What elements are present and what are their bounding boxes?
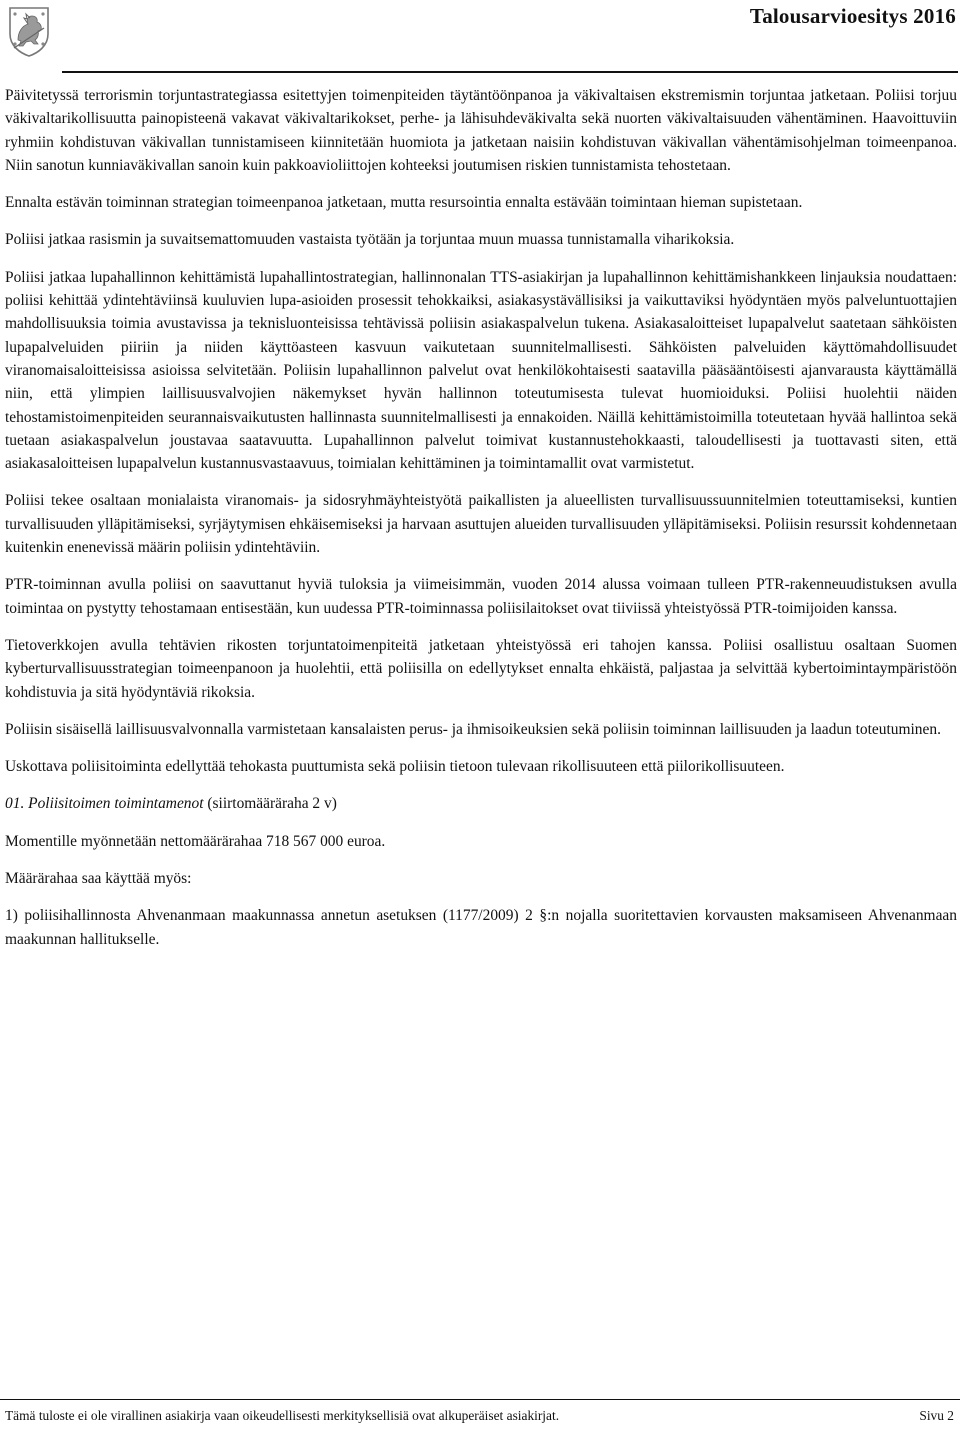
section-title: Poliisitoimen toimintamenot [28, 795, 204, 813]
paragraph: Päivitetyssä terrorismin torjuntastrategiassa esitettyjen toimenpiteiden täytäntöönpanoa ja väkivaltaisen ekstremismin torjuntaa jatketaan. Poliisi torjuu väkivaltarikollisuutta painopisteenä vakavat väkivaltarikokset, perhe- ja lähisuhdeväkivalta sekä nuorten väkivaltaisuuden vähentäminen. Haavoittuviin ryhmiin kohdistuvan väkivallan tunnistamiseen kiinnitetään huomiota ja jatketaan naisiin kohdistuvan väkivallan vähentämisohjelman toimeenpanoa. Niin sanotun kunniaväkivallan sanoin kuin pakkoavioliittojen kohteeksi joutumisen riskien tunnistamista tehostetaan. [5, 87, 957, 174]
document-title: Talousarvioesitys 2016 [749, 4, 956, 28]
header-divider [62, 71, 958, 73]
section-number: 01. [5, 795, 25, 813]
page-header [0, 0, 960, 74]
footer-divider [0, 1399, 960, 1400]
section-suffix: (siirtomääräraha 2 v) [207, 795, 337, 813]
document-body [5, 84, 957, 965]
footer-disclaimer: Tämä tuloste ei ole virallinen asiakirja vaan oikeudellisesti merkityksellisiä ovat alkuperäiset asiakirjat. [5, 1408, 560, 1423]
paragraph: PTR-toiminnan avulla poliisi on saavuttanut hyviä tuloksia ja viimeisimmän, vuoden 2014 alussa voimaan tulleen PTR-rakenneuudistuksen avulla toimintaa on pystytty tehostamaan entisestään, kun uudessa PTR-toiminnassa poliisilaitokset ovat tiiviissä yhteistyössä PTR-toimijoiden kanssa. [5, 576, 957, 617]
page-number: Sivu 2 [919, 1408, 954, 1423]
paragraph: Tietoverkkojen avulla tehtävien rikosten torjuntatoimenpiteitä jatketaan yhteistyössä eri tahojen kanssa. Poliisi osallistuu osaltaan Suomen kyberturvallisuusstrategian toimeenpanoon ja huolehtii, että poliisilla on edellytykset ennalta ehkäistä, paljastaa ja selvittää kybertoimintaympäristöön kohdistuvia ja sitä hyödyntäviä rikoksia. [5, 636, 957, 701]
paragraph: Poliisi jatkaa lupahallinnon kehittämistä lupahallintostrategian, hallinnonalan TTS-asiakirjan ja lupahallinnon kehittämishankkeen linjauksia noudattaen: poliisi kehittää ydintehtäviinsä kuuluvien lupa-asioiden prosessit tehokkaiksi, asiakasystävällisiksi ja vaikuttaviksi hyödyntäen myös palveluntuottajien mahdollisuuksia toimia avustavissa ja teknisluonteisissa tehtävissä poliisin asiakaspalvelun tukena. Asiakasaloitteiset lupapalvelut saatetaan sähköisten lupapalveluiden piiriin ja niiden käyttöasteen kasvuun vaikutetaan suunnitelmallisesti. Sähköisten palveluiden käyttömahdollisuudet viranomaisaloitteisissa asioissa selvitetään. Poliisin lupahallinnon palvelut ovat henkilökohtaisesti saatavilla pääsääntöisesti ajanvarausta käyttämällä niin, että ylimpien laillisuusvalvojien näkemykset hyvän hallinnon toteutumisesta tulevat huomioiduksi. Poliisi huolehtii näiden tehostamistoimenpiteiden seurannaisvaikutusten hallinnasta suunnitelmallisesti ja ennakoiden. Näillä kehittämistoimilla toteutetaan hyvää hallintoa sekä tuetaan asiakaspalvelun joustavaa saatavuutta. Lupahallinnon palvelut toimivat kustannustehokkaasti, taloudellisesti ja tuottavasti siten, että asiakasaloitteisen lupapalvelun kustannusvastaavuus, toimialan kehittäminen ja toimintamallit ovat varmistetut. [5, 268, 957, 473]
paragraph: Poliisin sisäisellä laillisuusvalvonnalla varmistetaan kansalaisten perus- ja ihmisoikeuksien sekä poliisin toiminnan laillisuuden ja laadun toteutuminen. [5, 720, 941, 738]
section-heading [5, 792, 957, 815]
appropriation-text: Momentille myönnetään nettomäärärahaa 718 567 000 euroa. [5, 832, 386, 850]
coat-of-arms-lion-icon [4, 4, 54, 58]
paragraph: Poliisi jatkaa rasismin ja suvaitsemattomuuden vastaista työtään ja torjuntaa muun muassa tunnistamalla viharikoksia. [5, 231, 735, 249]
usage-item: 1) poliisihallinnosta Ahvenanmaan maakunnassa annetun asetuksen (1177/2009) 2 §:n nojalla suoritettavien korvausten maksamiseen Ahvenanmaan maakunnan hallitukselle. [5, 907, 957, 948]
paragraph: Ennalta estävän toiminnan strategian toimeenpanoa jatketaan, mutta resursointia ennalta estävään toimintaan hieman supistetaan. [5, 194, 803, 212]
paragraph: Poliisi tekee osaltaan monialaista viranomais- ja sidosryhmäyhteistyötä paikallisten ja alueellisten turvallisuussuunnitelmien toteuttamiseksi, kuntien turvallisuuden ylläpitämiseksi, syrjäytymisen ehkäisemiseksi ja harvaan asuttujen alueiden turvallisuuden ylläpitämiseksi. Poliisin resurssit kohdennetaan kuitenkin enenevissä määrin poliisin ydintehtäviin. [5, 492, 957, 557]
usage-intro: Määrärahaa saa käyttää myös: [5, 870, 192, 888]
paragraph: Uskottava poliisitoiminta edellyttää tehokasta puuttumista sekä poliisin tietoon tulevaan rikollisuuteen että piilorikollisuuteen. [5, 758, 785, 776]
